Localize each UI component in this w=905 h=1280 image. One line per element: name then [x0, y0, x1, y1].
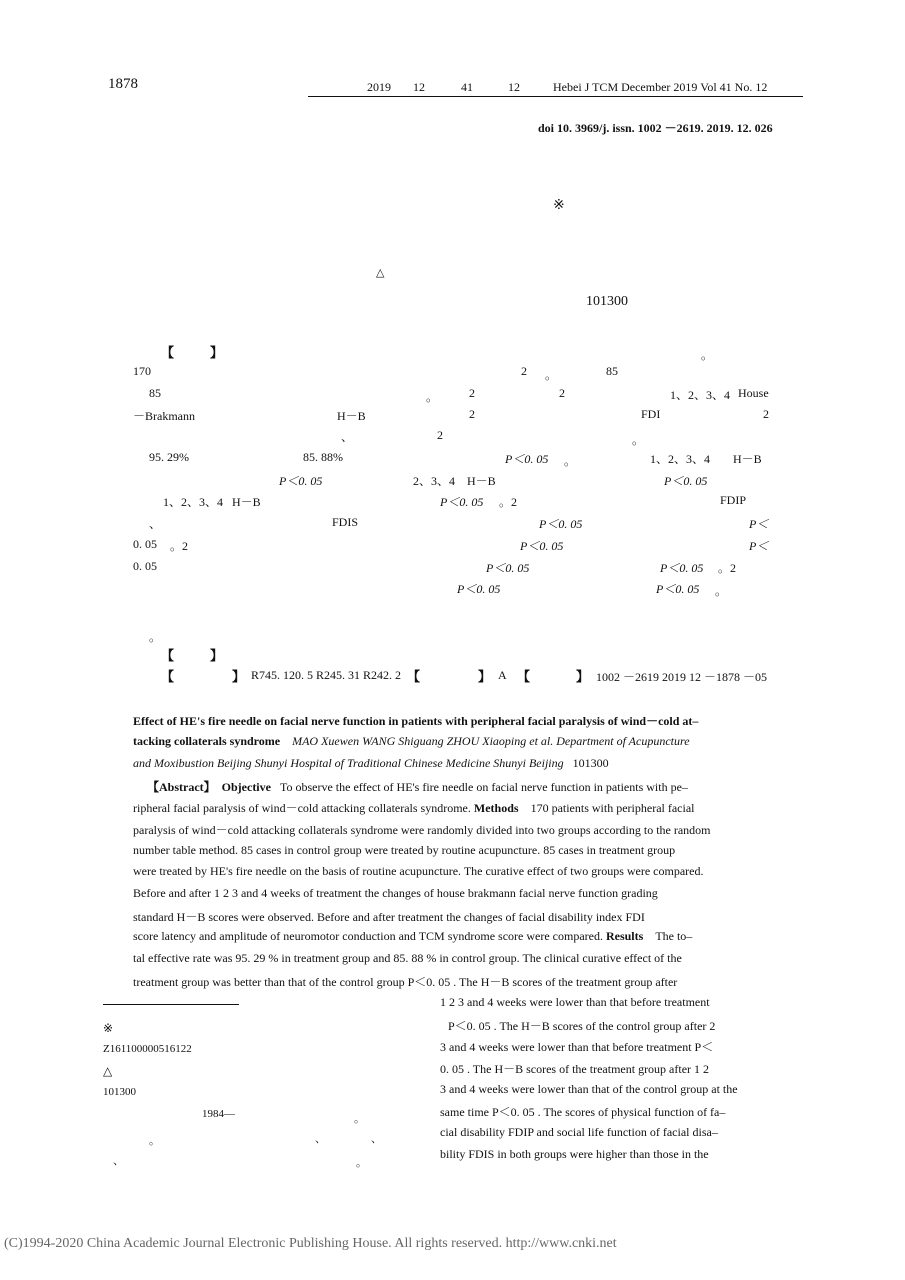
methods-label: Methods	[473, 801, 519, 815]
english-abstract-line-6: standard H－B scores were observed. Before and after treatment the changes of facial disability index FDI	[133, 910, 645, 924]
header-volume: 41	[461, 80, 473, 94]
footnote-mark: 。	[356, 1157, 367, 1169]
results-text: The to–	[655, 929, 693, 943]
abstract-item: P＜0. 05	[660, 561, 704, 575]
english-abstract-line-0	[147, 778, 688, 795]
abstract-item: 0. 05	[133, 559, 157, 573]
english-abstract-line-5: Before and after 1 2 3 and 4 weeks of treatment the changes of house brakmann facial nerve function grading	[133, 886, 658, 900]
affiliation-postcode: 101300	[586, 294, 628, 309]
page-number: 1878	[108, 76, 138, 92]
abstract-item: 2	[469, 407, 475, 421]
right-column-line: same time P＜0. 05 . The scores of physical function of fa–	[440, 1105, 726, 1119]
clc-codes: R745. 120. 5 R245. 31 R242. 2	[251, 668, 402, 682]
abstract-last-line: 。	[149, 630, 162, 644]
abstract-item: H－B	[337, 409, 366, 423]
article-number: 1002 －2619 2019 12 －1878 －05	[596, 670, 768, 684]
abstract-item: 2	[559, 386, 565, 400]
english-abstract-line-8: tal effective rate was 95. 29 % in treatment group and 85. 88 % in control group. The clinical curative effect of the	[133, 951, 682, 965]
clc-bracket-close: 】	[232, 669, 246, 684]
english-abstract-line-9: treatment group was better than that of the control group P＜0. 05 . The H－B scores of the treatment group after	[133, 975, 678, 989]
footnote-fund-mark: ※	[103, 1021, 114, 1035]
header-year: 2019	[367, 80, 391, 94]
right-column-line: 0. 05 . The H－B scores of the treatment group after 1 2	[440, 1062, 710, 1076]
abstract-item: 1、2、3、4	[650, 452, 711, 466]
footnote-mark: 、	[371, 1133, 382, 1145]
abstract-item: 。	[426, 390, 439, 404]
abstract-item: P＜0. 05	[656, 582, 700, 596]
footnote-mark: 。	[149, 1135, 160, 1147]
abstract-item: 。	[545, 368, 558, 382]
header-issue: 12	[508, 80, 520, 94]
abstract-item: H－B	[733, 452, 762, 466]
abstract-item: 。	[715, 584, 728, 598]
author-mark: △	[376, 267, 385, 279]
abstract-item: P＜0. 05	[440, 495, 484, 509]
right-column-line: cial disability FDIP and social life function of facial disa–	[440, 1125, 718, 1139]
english-abstract-line-2: paralysis of wind－cold attacking collaterals syndrome were randomly divided into two groups according to the random	[133, 823, 711, 837]
abstract-item: P＜	[749, 517, 769, 531]
results-label: Results	[605, 929, 644, 943]
affiliation-text: and Moxibustion Beijing Shunyi Hospital of Traditional Chinese Medicine Shunyi Beijing	[133, 756, 564, 770]
header-month: 12	[413, 80, 425, 94]
footnote-birth-year: 1984—	[202, 1108, 235, 1120]
abstract-bracket-close: 】	[210, 345, 224, 360]
abstract-item: 2	[437, 428, 443, 442]
right-column-line: 1 2 3 and 4 weeks were lower than that before treatment	[440, 995, 710, 1009]
abstract-item: 2	[469, 386, 475, 400]
abstract-item: P＜0. 05	[520, 539, 564, 553]
footnote-fund-code: Z161100000516122	[103, 1043, 192, 1055]
english-abstract-line-3: number table method. 85 cases in control group were treated by routine acupuncture. 85 cases in treatment group	[133, 843, 676, 857]
abstract-item: 。2	[170, 539, 189, 553]
abstract-item: P＜0. 05	[539, 517, 583, 531]
english-affiliation	[133, 756, 609, 771]
affiliation-postcode-en: 101300	[572, 756, 609, 770]
abstract-item: P＜0. 05	[664, 474, 708, 488]
abstract-item: 85	[149, 386, 161, 400]
abstract-item: 2	[521, 364, 527, 378]
abstract-item: H－B	[232, 495, 261, 509]
english-abstract-line-4: were treated by HE's fire needle on the basis of routine acupuncture. The curative effect of two groups were compared.	[133, 864, 704, 878]
doi: doi 10. 3969/j. issn. 1002 －2619. 2019. 12. 026	[538, 121, 773, 135]
abstract-bracket-open: 【	[161, 345, 175, 360]
abstract-item: P＜0. 05	[505, 452, 549, 466]
footnote-mark: 、	[315, 1133, 326, 1145]
article-no-bracket-close: 】	[576, 669, 590, 684]
abstract-item: P＜0. 05	[279, 474, 323, 488]
abstract-item: 85	[606, 364, 618, 378]
footnote-author-mark: △	[103, 1064, 113, 1078]
abstract-item: 95. 29%	[149, 450, 189, 464]
right-column-line: P＜0. 05 . The H－B scores of the control group after 2	[448, 1019, 716, 1033]
doc-code: A	[498, 668, 507, 682]
abstract-item: FDIP	[720, 493, 747, 507]
objective-continued: ripheral facial paralysis of wind－cold attacking collaterals syndrome.	[133, 801, 471, 815]
abstract-item: P＜0. 05	[457, 582, 501, 596]
abstract-label: 【Abstract】	[147, 780, 216, 794]
abstract-item: House	[738, 386, 769, 400]
right-column-line: 3 and 4 weeks were lower than that of the control group at the	[440, 1082, 738, 1096]
doc-code-bracket-close: 】	[478, 669, 492, 684]
abstract-item: 。2	[718, 561, 737, 575]
abstract-item: FDIS	[332, 515, 359, 529]
abstract-item: 、	[341, 430, 354, 444]
methods-continued: score latency and amplitude of neuromotor conduction and TCM syndrome score were compared.	[133, 929, 603, 943]
header-rule	[308, 96, 803, 97]
english-abstract-line-7	[133, 929, 692, 944]
right-column-line: 3 and 4 weeks were lower than that before treatment P＜	[440, 1040, 714, 1054]
english-authors: MAO Xuewen WANG Shiguang ZHOU Xiaoping et al. Department of Acupuncture	[292, 734, 690, 748]
abstract-item: 、	[149, 517, 162, 531]
keywords-bracket-close: 】	[210, 648, 224, 663]
abstract-item: FDI	[641, 407, 661, 421]
abstract-item: 1、2、3、4	[163, 495, 224, 509]
article-no-bracket-open: 【	[517, 669, 531, 684]
abstract-item: P＜0. 05	[486, 561, 530, 575]
methods-text: 170 patients with peripheral facial	[530, 801, 695, 815]
abstract-item: 。	[632, 433, 645, 447]
abstract-item: P＜	[749, 539, 769, 553]
english-title-line2	[133, 734, 690, 749]
footnote-postcode: 101300	[103, 1086, 136, 1098]
english-title-line1: Effect of HE's fire needle on facial nerve function in patients with peripheral facial paralysis of wind－cold at–	[133, 714, 699, 728]
right-column-line: bility FDIS in both groups were higher than those in the	[440, 1147, 709, 1161]
footnote-mark: 。	[354, 1113, 365, 1125]
abstract-item: 。2	[499, 495, 518, 509]
abstract-item: 1、2、3、4	[670, 388, 731, 402]
abstract-item: 。	[564, 454, 577, 468]
keywords-bracket-open: 【	[161, 648, 175, 663]
journal-citation: Hebei J TCM December 2019 Vol 41 No. 12	[553, 80, 768, 94]
abstract-item: 2	[763, 407, 769, 421]
objective-text: To observe the effect of HE's fire needle on facial nerve function in patients with pe–	[279, 780, 688, 794]
abstract-item: 85. 88%	[303, 450, 343, 464]
footnote-rule	[103, 1004, 239, 1005]
abstract-line-0: 。	[701, 348, 714, 362]
copyright-footer: (C)1994-2020 China Academic Journal Electronic Publishing House. All rights reserved. http://www.cnki.net	[4, 1236, 617, 1251]
abstract-item: 2、3、4	[413, 474, 456, 488]
abstract-item: 0. 05	[133, 537, 157, 551]
clc-bracket-open: 【	[161, 669, 175, 684]
doc-code-bracket-open: 【	[407, 669, 421, 684]
abstract-item: 170	[133, 364, 151, 378]
objective-label: Objective	[221, 780, 271, 794]
english-abstract-line-1	[133, 799, 695, 816]
footnote-mark: 、	[113, 1155, 124, 1167]
fund-mark: ※	[553, 198, 565, 213]
english-title-end: tacking collaterals syndrome	[133, 734, 281, 748]
abstract-item: －Brakmann	[133, 409, 195, 423]
abstract-item: H－B	[467, 474, 496, 488]
